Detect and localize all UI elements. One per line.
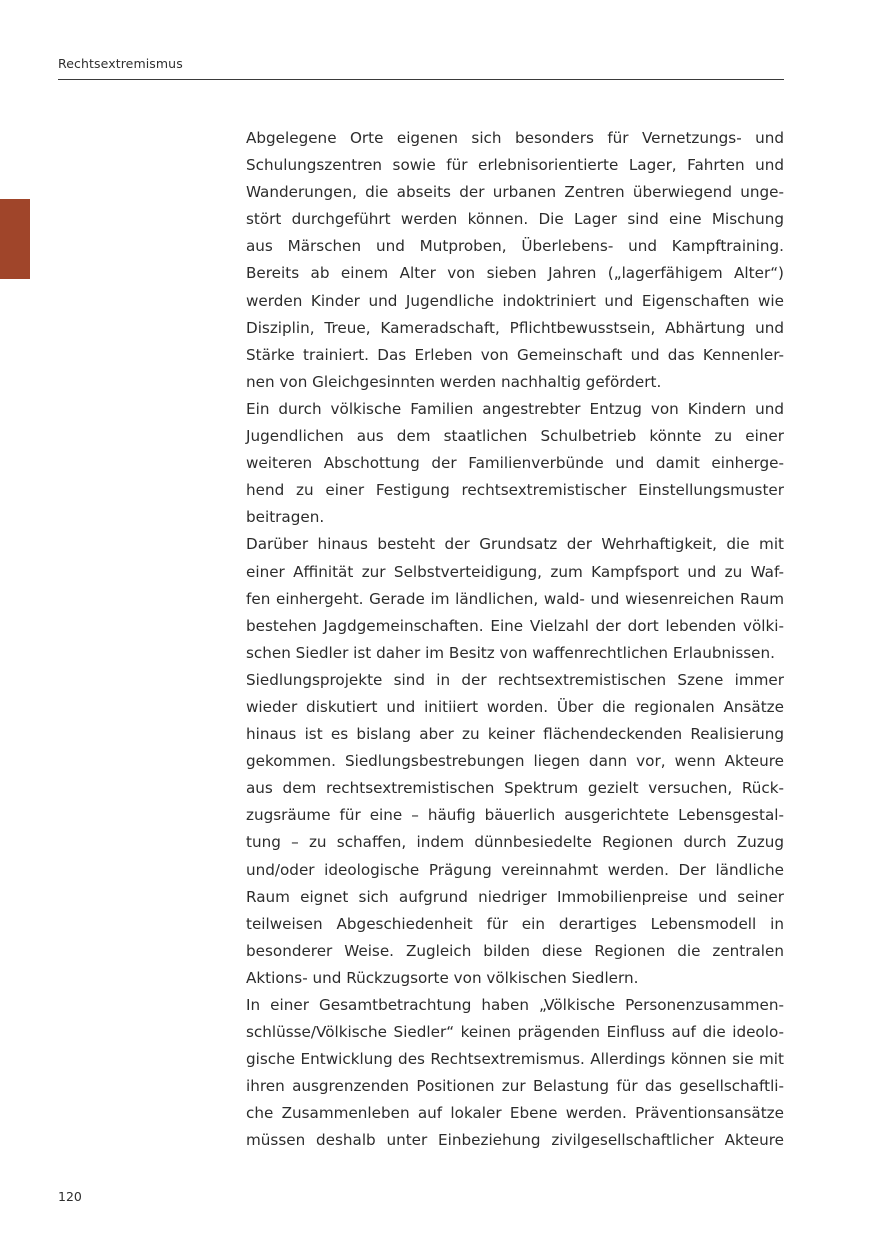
text-line: besonderer Weise. Zugleich bilden diese Regionen die zentralen [246, 941, 784, 960]
text-line: schen Siedler ist daher im Besitz von waffenrechtlichen Erlaubnissen. [246, 643, 775, 662]
text-line: gekommen. Siedlungsbestrebungen liegen dann vor, wenn Akteure [246, 752, 784, 771]
text-line: aus dem rechtsextremistischen Spektrum gezielt versuchen, Rück- [246, 779, 784, 798]
text-line: einer Affinität zur Selbstverteidigung, zum Kampfsport und zu Waf- [246, 562, 784, 581]
text-line: Schulungszentren sowie für erlebnisorientierte Lager, Fahrten und [246, 156, 784, 175]
text-line: Ein durch völkische Familien angestrebter Entzug von Kindern und [246, 399, 784, 418]
text-line: aus Märschen und Mutproben, Überlebens- und Kampftraining. [246, 237, 784, 256]
text-line: Bereits ab einem Alter von sieben Jahren („lagerfähigem Alter“) [246, 264, 784, 283]
text-line: Jugendlichen aus dem staatlichen Schulbetrieb könnte zu einer [246, 427, 784, 446]
text-line: Stärke trainiert. Das Erleben von Gemeinschaft und das Kennenler- [246, 345, 784, 364]
text-line: und/oder ideologische Prägung vereinnahmt werden. Der ländliche [246, 860, 784, 879]
text-line: Abgelegene Orte eigenen sich besonders für Vernetzungs- und [246, 129, 784, 147]
text-line: schlüsse/Völkische Siedler“ keinen prägenden Einfluss auf die ideolo- [246, 1023, 784, 1042]
chapter-color-marker [0, 199, 30, 279]
text-line: Siedlungsprojekte sind in der rechtsextremistischen Szene immer [246, 670, 784, 689]
text-line: bestehen Jagdgemeinschaften. Eine Vielzahl der dort lebenden völki- [246, 616, 784, 635]
text-line: che Zusammenleben auf lokaler Ebene werden. Präventionsansätze [246, 1104, 784, 1123]
text-line: fen einhergeht. Gerade im ländlichen, wald- und wiesenreichen Raum [246, 589, 784, 608]
text-line: beitragen. [246, 508, 325, 527]
text-line: weiteren Abschottung der Familienverbünde und damit einherge- [246, 454, 784, 473]
text-line: müssen deshalb unter Einbeziehung zivilgesellschaftlicher Akteure [246, 1131, 784, 1150]
text-line: werden Kinder und Jugendliche indoktriniert und Eigenschaften wie [246, 291, 784, 310]
text-line: hinaus ist es bislang aber zu keiner flächendeckenden Realisierung [246, 725, 784, 744]
page-number: 120 [58, 1189, 82, 1204]
text-line: zugsräume für eine – häufig bäuerlich ausgerichtete Lebensgestal- [246, 806, 784, 825]
text-line: wieder diskutiert und initiiert worden. Über die regionalen Ansätze [246, 697, 784, 716]
text-line: tung – zu schaffen, indem dünnbesiedelte Regionen durch Zuzug [246, 833, 784, 852]
text-line: ihren ausgrenzenden Positionen zur Belastung für das gesellschaftli- [246, 1077, 784, 1096]
text-line: Aktions- und Rückzugsorte von völkischen Siedlern. [246, 968, 639, 987]
text-line: Raum eignet sich aufgrund niedriger Immobilienpreise und seiner [246, 887, 784, 906]
header-divider [58, 79, 784, 80]
text-line: Wanderungen, die abseits der urbanen Zentren überwiegend unge- [246, 183, 784, 202]
text-line: hend zu einer Festigung rechtsextremistischer Einstellungsmuster [246, 481, 784, 500]
text-line: teilweisen Abgeschiedenheit für ein derartiges Lebensmodell in [246, 914, 784, 933]
text-line: Darüber hinaus besteht der Grundsatz der Wehrhaftigkeit, die mit [246, 535, 784, 554]
text-line: gische Entwicklung des Rechtsextremismus. Allerdings können sie mit [246, 1050, 784, 1069]
text-line: In einer Gesamtbetrachtung haben „Völkische Personenzusammen- [246, 996, 784, 1014]
body-text [246, 125, 784, 1155]
text-line: Disziplin, Treue, Kameradschaft, Pflichtbewusstsein, Abhärtung und [246, 318, 784, 337]
text-line: nen von Gleichgesinnten werden nachhaltig gefördert. [246, 372, 662, 391]
text-line: stört durchgeführt werden können. Die Lager sind eine Mischung [246, 210, 784, 229]
running-header-title: Rechtsextremismus [58, 56, 183, 71]
